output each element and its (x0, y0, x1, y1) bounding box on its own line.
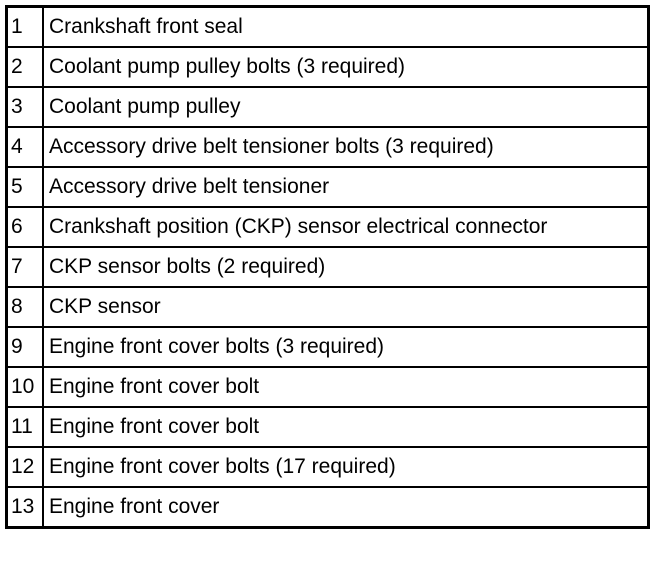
item-number: 8 (7, 287, 44, 327)
item-description: Crankshaft front seal (43, 7, 649, 48)
item-description: Engine front cover bolt (43, 407, 649, 447)
table-row (7, 167, 649, 207)
table-row (7, 247, 649, 287)
item-number: 1 (7, 7, 44, 48)
item-description: Crankshaft position (CKP) sensor electrical connector (43, 207, 649, 247)
table-row (7, 7, 649, 48)
item-number: 12 (7, 447, 44, 487)
item-number: 5 (7, 167, 44, 207)
item-number: 2 (7, 47, 44, 87)
item-description: Accessory drive belt tensioner (43, 167, 649, 207)
table-row (7, 407, 649, 447)
item-number: 10 (7, 367, 44, 407)
item-description: CKP sensor bolts (2 required) (43, 247, 649, 287)
table-row (7, 487, 649, 528)
table-row (7, 87, 649, 127)
item-number: 6 (7, 207, 44, 247)
item-description: CKP sensor (43, 287, 649, 327)
parts-legend-body (7, 7, 649, 528)
table-row (7, 127, 649, 167)
table-row (7, 207, 649, 247)
item-number: 3 (7, 87, 44, 127)
table-row (7, 327, 649, 367)
item-description: Engine front cover bolts (3 required) (43, 327, 649, 367)
item-description: Engine front cover bolt (43, 367, 649, 407)
table-row (7, 287, 649, 327)
item-number: 9 (7, 327, 44, 367)
table-row (7, 367, 649, 407)
item-description: Coolant pump pulley (43, 87, 649, 127)
item-number: 7 (7, 247, 44, 287)
item-number: 11 (7, 407, 44, 447)
item-description: Accessory drive belt tensioner bolts (3 required) (43, 127, 649, 167)
table-row (7, 47, 649, 87)
item-number: 13 (7, 487, 44, 528)
table-row (7, 447, 649, 487)
item-description: Engine front cover bolts (17 required) (43, 447, 649, 487)
item-description: Engine front cover (43, 487, 649, 528)
item-number: 4 (7, 127, 44, 167)
parts-legend-table (5, 5, 650, 529)
item-description: Coolant pump pulley bolts (3 required) (43, 47, 649, 87)
